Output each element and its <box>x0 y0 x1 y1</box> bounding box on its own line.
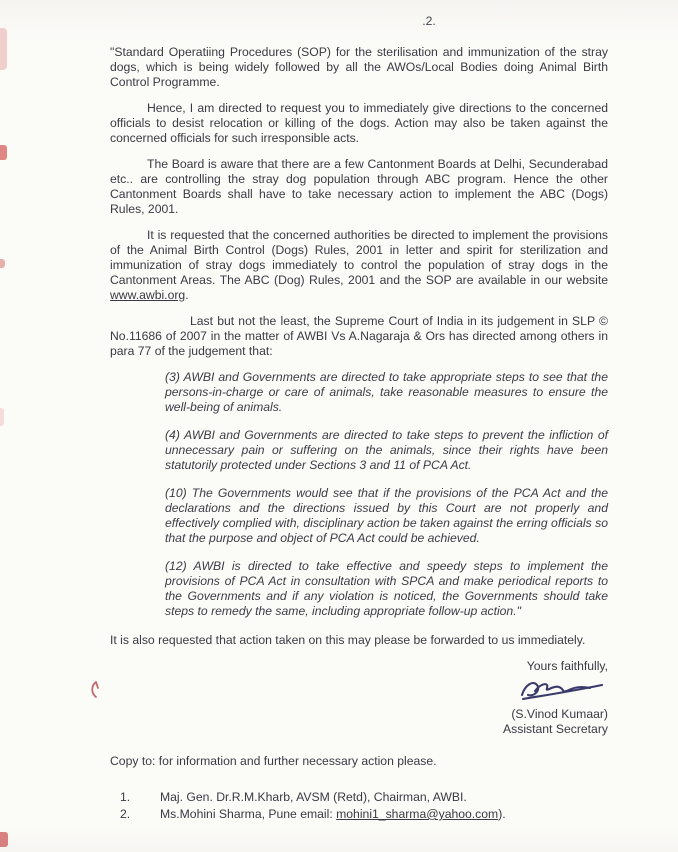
copy-item-1 <box>110 790 608 805</box>
quote-para-12: (12) AWBI is directed to take effective and speedy steps to implement the provisions of PCA Act in consultation with SPCA and make periodical reports to the Governments and if any violation is noticed, the Governments should take steps to remedy the same, including appropriate follow-up action." <box>165 559 608 618</box>
copy-item-2-text <box>160 807 506 821</box>
paragraph-abc-rules-suffix: . <box>185 288 189 302</box>
email-link[interactable]: mohini1_sharma@yahoo.com <box>336 807 499 821</box>
copy-item-2-number: 2. <box>120 807 131 821</box>
quote-para-10: (10) The Governments would see that if the provisions of the PCA Act and the declarations and the directions issued by this Court are not properly and effectively complied with, disciplinary action be taken against the erring officials so that the purpose and object of PCA Act could be achieved. <box>165 486 608 545</box>
judgement-quotes <box>110 370 608 619</box>
copy-item-2-prefix: Ms.Mohini Sharma, Pune email: <box>160 807 337 821</box>
scan-artifact-top-left <box>0 28 7 70</box>
copy-item-2-suffix: ). <box>498 807 506 821</box>
quote-para-3: (3) AWBI and Governments are directed to take appropriate steps to see that the persons-in-charge or care of animals, take reasonable measures to ensure the well-being of animals. <box>165 370 608 414</box>
signoff-block <box>110 659 608 737</box>
scan-artifact-left-smudge <box>0 408 4 426</box>
copy-to-section <box>110 754 608 822</box>
copy-item-1-number: 1. <box>120 790 131 804</box>
scan-artifact-left-dash <box>0 145 7 160</box>
signatory-name: (S.Vinod Kumaar) <box>511 707 608 721</box>
paragraph-cantonment-boards: The Board is aware that there are a few Cantonment Boards at Delhi, Secunderabad etc.. are controlling the stray dog population through ABC program. Hence the other Cantonment Boards shall have to take necessary action to implement the ABC (Dogs) Rules, 2001. <box>110 157 608 216</box>
paragraph-sop-continuation: "Standard Operatiing Procedures (SOP) for the sterilisation and immunization of the stray dogs, which is being widely followed by all the AWOs/Local Bodies doing Animal Birth Control Programme. <box>110 45 608 89</box>
pen-mark <box>88 680 102 700</box>
website-link[interactable]: www.awbi.org <box>110 288 186 302</box>
signatory-title: Assistant Secretary <box>503 722 608 736</box>
paragraph-supreme-court: Last but not the least, the Supreme Court of India in its judgement in SLP © No.11686 of 2007 in the matter of AWBI Vs A.Nagaraja & Ors has directed among others in para 77 of the judgement that: <box>110 314 608 358</box>
scan-artifact-left-dot <box>0 259 5 268</box>
copy-item-1-text: Maj. Gen. Dr.R.M.Kharb, AVSM (Retd), Chairman, AWBI. <box>160 790 467 804</box>
scan-artifact-bottom-left <box>0 832 8 847</box>
signature-scribble <box>518 676 608 706</box>
page-number: .2. <box>422 14 436 28</box>
paragraph-action-taken: It is also requested that action taken on this may please be forwarded to us immediately. <box>110 633 586 647</box>
paragraph-abc-rules-text: It is requested that the concerned authorities be directed to implement the provisions of the Animal Birth Control (Dogs) Rules, 2001 in letter and spirit for sterilization and immunization of stray dogs immediately to control the population of stray dogs in the Cantonment Areas. The ABC (Dog) Rules, 2001 and the SOP are available in our website <box>110 228 608 287</box>
salutation: Yours faithfully, <box>526 659 608 673</box>
quote-para-4: (4) AWBI and Governments are directed to take steps to prevent the infliction of unnecessary pain or suffering on the animals, since their rights have been statutorily protected under Sections 3 and 11 of PCA Act. <box>165 428 608 472</box>
copy-item-2 <box>110 807 608 822</box>
signature <box>110 676 608 706</box>
paragraph-request-directions: Hence, I am directed to request you to immediately give directions to the concerned officials to desist relocation or killing of the dogs. Action may also be taken against the concerned officials for such irresponsible acts. <box>110 101 608 145</box>
copy-to-heading: Copy to: for information and further necessary action please. <box>110 754 437 768</box>
paragraph-abc-rules <box>110 228 608 303</box>
